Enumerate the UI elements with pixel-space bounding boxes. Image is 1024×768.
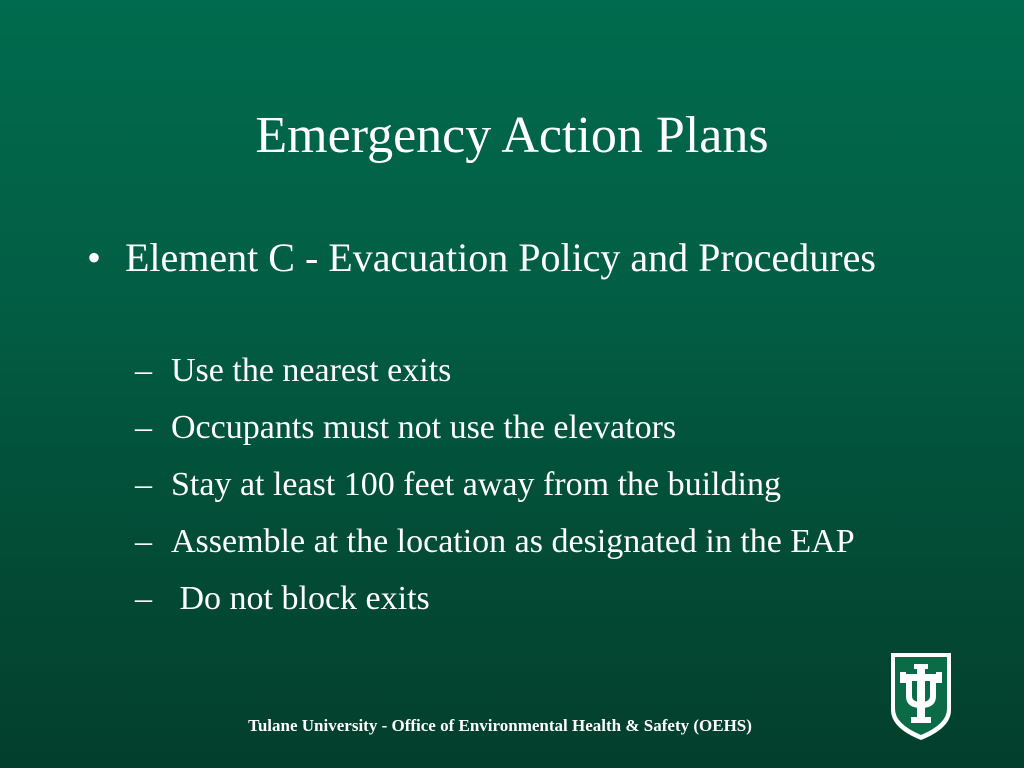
sub-bullet-text: Assemble at the location as designated in the EAP	[171, 523, 855, 560]
footer-text: Tulane University - Office of Environmental Health & Safety (OEHS)	[248, 716, 752, 735]
dash-marker: –	[135, 523, 152, 560]
dash-marker: –	[135, 466, 152, 503]
bullet-text: Element C - Evacuation Policy and Procedures	[125, 235, 876, 280]
sub-bullet-text: Do not block exits	[171, 580, 430, 617]
sub-bullet-text: Occupants must not use the elevators	[171, 409, 677, 446]
sub-bullet-text: Stay at least 100 feet away from the building	[171, 466, 781, 503]
sub-bullet-text: Use the nearest exits	[171, 352, 452, 389]
sub-bullet-item	[135, 405, 895, 451]
sub-bullet-item	[135, 576, 895, 622]
bullet-item	[87, 232, 907, 283]
dash-marker: –	[135, 580, 152, 617]
slide-title: Emergency Action Plans	[255, 107, 769, 164]
dash-marker: –	[135, 409, 152, 446]
sub-bullet-item	[135, 519, 895, 565]
bullet-marker: •	[87, 235, 102, 280]
dash-marker: –	[135, 352, 152, 389]
sub-bullet-list	[135, 348, 895, 633]
sub-bullet-item	[135, 348, 895, 394]
sub-bullet-item	[135, 462, 895, 508]
